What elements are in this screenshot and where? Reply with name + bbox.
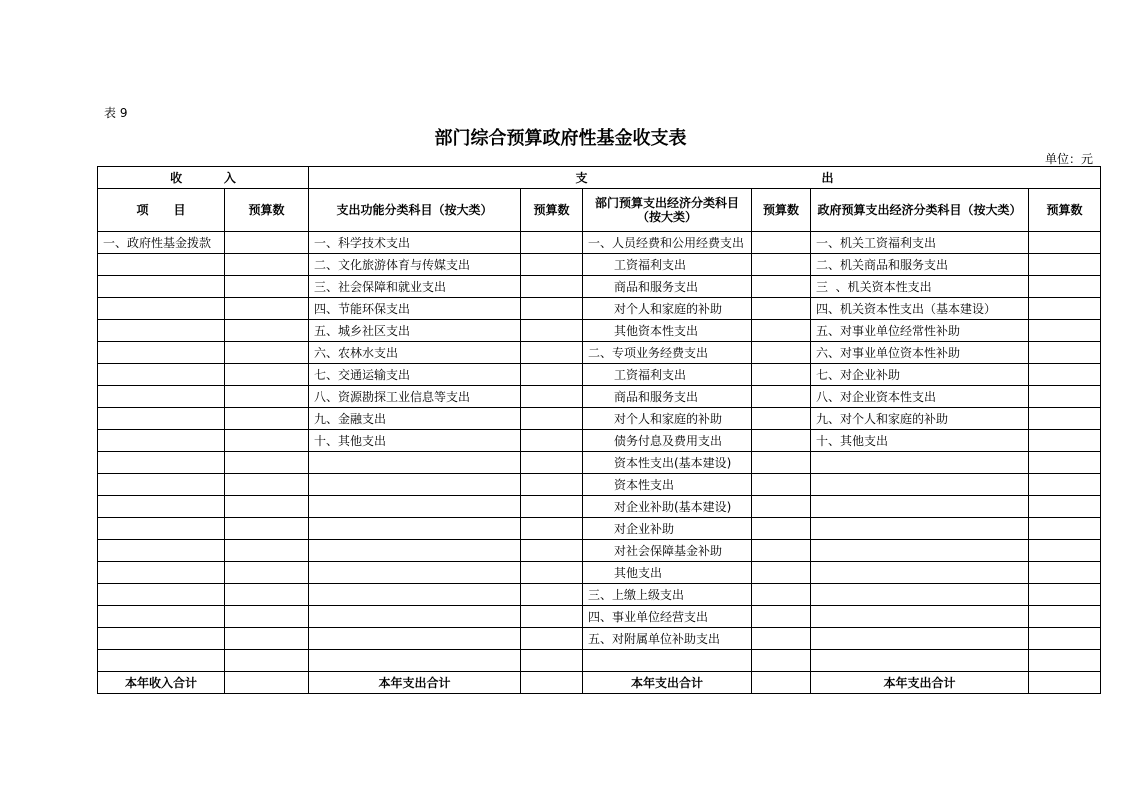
gov-econ-item-cell (811, 496, 1029, 518)
dept-econ-item-cell: 五、对附属单位补助支出 (583, 628, 752, 650)
func-class-header: 支出功能分类科目（按大类） (309, 189, 521, 232)
func-budget-cell (521, 430, 583, 452)
income-budget-cell (225, 496, 309, 518)
income-item-cell (98, 540, 225, 562)
table-row (98, 254, 1101, 276)
dept-total-label: 本年支出合计 (583, 672, 752, 694)
func-budget-cell (521, 540, 583, 562)
income-item-cell (98, 452, 225, 474)
func-budget-cell (521, 452, 583, 474)
income-budget-cell (225, 650, 309, 672)
income-item-cell (98, 474, 225, 496)
dept-econ-item-cell: 债务付息及费用支出 (583, 430, 752, 452)
income-budget-cell (225, 606, 309, 628)
budget-table (97, 166, 1101, 694)
gov-econ-item-cell: 二、机关商品和服务支出 (811, 254, 1029, 276)
dept-econ-header (583, 189, 752, 232)
dept-budget-cell (752, 496, 811, 518)
income-item-cell (98, 606, 225, 628)
gov-econ-item-cell (811, 474, 1029, 496)
gov-budget-cell (1029, 540, 1101, 562)
func-budget-cell (521, 386, 583, 408)
dept-budget-cell (752, 606, 811, 628)
income-item-cell (98, 496, 225, 518)
gov-econ-item-cell: 五、对事业单位经常性补助 (811, 320, 1029, 342)
func-budget-cell (521, 320, 583, 342)
table-row (98, 452, 1101, 474)
dept-budget-cell (752, 650, 811, 672)
func-budget-cell (521, 496, 583, 518)
func-budget-cell (521, 474, 583, 496)
dept-budget-cell (752, 342, 811, 364)
func-budget-header: 预算数 (521, 189, 583, 232)
income-budget-cell (225, 628, 309, 650)
dept-budget-cell (752, 430, 811, 452)
income-item-cell (98, 430, 225, 452)
func-budget-cell (521, 606, 583, 628)
dept-econ-item-cell: 商品和服务支出 (583, 386, 752, 408)
dept-econ-item-cell: 资本性支出(基本建设) (583, 452, 752, 474)
gov-budget-cell (1029, 628, 1101, 650)
dept-econ-item-cell: 工资福利支出 (583, 364, 752, 386)
dept-budget-cell (752, 584, 811, 606)
gov-budget-cell (1029, 606, 1101, 628)
income-item-cell (98, 562, 225, 584)
dept-econ-item-cell: 对企业补助(基本建设) (583, 496, 752, 518)
gov-budget-cell (1029, 408, 1101, 430)
header-row-2 (98, 189, 1101, 232)
income-header: 收 入 (98, 167, 309, 189)
dept-budget-cell (752, 408, 811, 430)
gov-econ-item-cell: 九、对个人和家庭的补助 (811, 408, 1029, 430)
table-row (98, 650, 1101, 672)
gov-econ-item-cell (811, 452, 1029, 474)
func-item-cell (309, 562, 521, 584)
income-budget-cell (225, 452, 309, 474)
table-row (98, 562, 1101, 584)
gov-econ-item-cell: 三 、机关资本性支出 (811, 276, 1029, 298)
gov-budget-cell (1029, 452, 1101, 474)
func-item-cell (309, 584, 521, 606)
income-budget-cell (225, 386, 309, 408)
func-budget-cell (521, 408, 583, 430)
gov-econ-item-cell: 六、对事业单位资本性补助 (811, 342, 1029, 364)
dept-budget-cell (752, 628, 811, 650)
income-budget-cell (225, 298, 309, 320)
gov-budget-cell (1029, 364, 1101, 386)
gov-econ-header: 政府预算支出经济分类科目（按大类） (811, 189, 1029, 232)
dept-econ-item-cell: 商品和服务支出 (583, 276, 752, 298)
dept-budget-cell (752, 562, 811, 584)
table-row (98, 628, 1101, 650)
func-item-cell: 九、金融支出 (309, 408, 521, 430)
table-row (98, 496, 1101, 518)
func-budget-cell (521, 276, 583, 298)
func-item-cell (309, 540, 521, 562)
income-item-cell (98, 254, 225, 276)
dept-econ-item-cell (583, 650, 752, 672)
dept-budget-header: 预算数 (752, 189, 811, 232)
func-budget-cell (521, 628, 583, 650)
income-budget-cell (225, 364, 309, 386)
func-budget-cell (521, 562, 583, 584)
table-row (98, 584, 1101, 606)
income-item-cell (98, 276, 225, 298)
table-number: 表 9 (104, 106, 128, 120)
func-item-cell: 一、科学技术支出 (309, 232, 521, 254)
gov-budget-cell (1029, 584, 1101, 606)
gov-budget-cell (1029, 298, 1101, 320)
gov-budget-cell (1029, 276, 1101, 298)
func-item-cell: 二、文化旅游体育与传媒支出 (309, 254, 521, 276)
func-item-cell (309, 452, 521, 474)
dept-econ-header-line2: （按大类） (636, 210, 697, 224)
table-row (98, 430, 1101, 452)
gov-total-label: 本年支出合计 (811, 672, 1029, 694)
dept-econ-item-cell: 四、事业单位经营支出 (583, 606, 752, 628)
func-total-value (521, 672, 583, 694)
income-budget-cell (225, 342, 309, 364)
income-budget-cell (225, 430, 309, 452)
func-item-cell (309, 628, 521, 650)
dept-econ-item-cell: 二、专项业务经费支出 (583, 342, 752, 364)
income-budget-cell (225, 562, 309, 584)
table-row (98, 298, 1101, 320)
gov-econ-item-cell (811, 584, 1029, 606)
income-item-cell (98, 298, 225, 320)
page-title: 部门综合预算政府性基金收支表 (434, 128, 687, 149)
table-row (98, 232, 1101, 254)
gov-econ-item-cell (811, 562, 1029, 584)
func-total-label: 本年支出合计 (309, 672, 521, 694)
dept-econ-item-cell: 对社会保障基金补助 (583, 540, 752, 562)
gov-budget-cell (1029, 254, 1101, 276)
table-row (98, 386, 1101, 408)
func-budget-cell (521, 254, 583, 276)
dept-econ-item-cell: 资本性支出 (583, 474, 752, 496)
gov-budget-cell (1029, 386, 1101, 408)
dept-econ-item-cell: 三、上缴上级支出 (583, 584, 752, 606)
income-item-cell (98, 342, 225, 364)
func-item-cell: 六、农林水支出 (309, 342, 521, 364)
dept-econ-item-cell: 对企业补助 (583, 518, 752, 540)
table-row (98, 364, 1101, 386)
table-row (98, 320, 1101, 342)
table-row (98, 408, 1101, 430)
dept-econ-item-cell: 其他支出 (583, 562, 752, 584)
func-item-cell: 四、节能环保支出 (309, 298, 521, 320)
totals-row (98, 672, 1101, 694)
income-item-cell (98, 650, 225, 672)
func-budget-cell (521, 298, 583, 320)
gov-budget-cell (1029, 474, 1101, 496)
gov-econ-item-cell (811, 518, 1029, 540)
dept-budget-cell (752, 320, 811, 342)
func-budget-cell (521, 518, 583, 540)
gov-budget-cell (1029, 562, 1101, 584)
func-budget-cell (521, 364, 583, 386)
dept-budget-cell (752, 254, 811, 276)
func-item-cell (309, 518, 521, 540)
dept-budget-cell (752, 364, 811, 386)
item-header: 项 目 (98, 189, 225, 232)
gov-budget-cell (1029, 232, 1101, 254)
table-row (98, 540, 1101, 562)
gov-econ-item-cell: 八、对企业资本性支出 (811, 386, 1029, 408)
gov-econ-item-cell: 十、其他支出 (811, 430, 1029, 452)
dept-budget-cell (752, 540, 811, 562)
gov-econ-item-cell (811, 650, 1029, 672)
dept-budget-cell (752, 276, 811, 298)
income-budget-cell (225, 232, 309, 254)
func-budget-cell (521, 650, 583, 672)
gov-budget-cell (1029, 430, 1101, 452)
gov-budget-cell (1029, 518, 1101, 540)
table-row (98, 342, 1101, 364)
func-item-cell (309, 496, 521, 518)
expense-header: 支 出 (309, 167, 1101, 189)
income-item-cell (98, 320, 225, 342)
dept-budget-cell (752, 474, 811, 496)
func-budget-cell (521, 232, 583, 254)
func-item-cell: 五、城乡社区支出 (309, 320, 521, 342)
dept-budget-cell (752, 386, 811, 408)
dept-econ-item-cell: 一、人员经费和公用经费支出 (583, 232, 752, 254)
gov-econ-item-cell: 四、机关资本性支出（基本建设） (811, 298, 1029, 320)
gov-total-value (1029, 672, 1101, 694)
dept-budget-cell (752, 232, 811, 254)
table-row (98, 474, 1101, 496)
dept-total-value (752, 672, 811, 694)
gov-budget-cell (1029, 342, 1101, 364)
table-row (98, 606, 1101, 628)
income-item-cell (98, 518, 225, 540)
gov-budget-cell (1029, 496, 1101, 518)
func-item-cell (309, 474, 521, 496)
gov-budget-cell (1029, 320, 1101, 342)
dept-budget-cell (752, 518, 811, 540)
func-item-cell: 七、交通运输支出 (309, 364, 521, 386)
func-item-cell: 三、社会保障和就业支出 (309, 276, 521, 298)
income-budget-cell (225, 408, 309, 430)
gov-econ-item-cell: 七、对企业补助 (811, 364, 1029, 386)
dept-econ-item-cell: 工资福利支出 (583, 254, 752, 276)
income-total-value (225, 672, 309, 694)
income-total-label: 本年收入合计 (98, 672, 225, 694)
income-budget-cell (225, 518, 309, 540)
func-item-cell: 十、其他支出 (309, 430, 521, 452)
income-item-cell (98, 628, 225, 650)
dept-econ-header-line1: 部门预算支出经济分类科目 (594, 196, 739, 210)
income-item-cell (98, 386, 225, 408)
gov-econ-item-cell (811, 628, 1029, 650)
func-item-cell (309, 650, 521, 672)
income-item-cell (98, 584, 225, 606)
gov-econ-item-cell (811, 606, 1029, 628)
income-budget-cell (225, 254, 309, 276)
income-budget-cell (225, 540, 309, 562)
func-item-cell: 八、资源勘探工业信息等支出 (309, 386, 521, 408)
gov-budget-cell (1029, 650, 1101, 672)
income-budget-cell (225, 584, 309, 606)
dept-budget-cell (752, 452, 811, 474)
income-item-cell (98, 408, 225, 430)
dept-budget-cell (752, 298, 811, 320)
income-budget-header: 预算数 (225, 189, 309, 232)
func-item-cell (309, 606, 521, 628)
gov-budget-header: 预算数 (1029, 189, 1101, 232)
dept-econ-item-cell: 对个人和家庭的补助 (583, 298, 752, 320)
gov-econ-item-cell: 一、机关工资福利支出 (811, 232, 1029, 254)
header-row-1 (98, 167, 1101, 189)
income-item-cell (98, 364, 225, 386)
income-item-cell: 一、政府性基金拨款 (98, 232, 225, 254)
gov-econ-item-cell (811, 540, 1029, 562)
income-budget-cell (225, 474, 309, 496)
income-budget-cell (225, 276, 309, 298)
table-row (98, 518, 1101, 540)
unit-label: 单位：元 (1044, 152, 1093, 166)
dept-econ-item-cell: 对个人和家庭的补助 (583, 408, 752, 430)
dept-econ-item-cell: 其他资本性支出 (583, 320, 752, 342)
income-budget-cell (225, 320, 309, 342)
func-budget-cell (521, 584, 583, 606)
table-row (98, 276, 1101, 298)
func-budget-cell (521, 342, 583, 364)
